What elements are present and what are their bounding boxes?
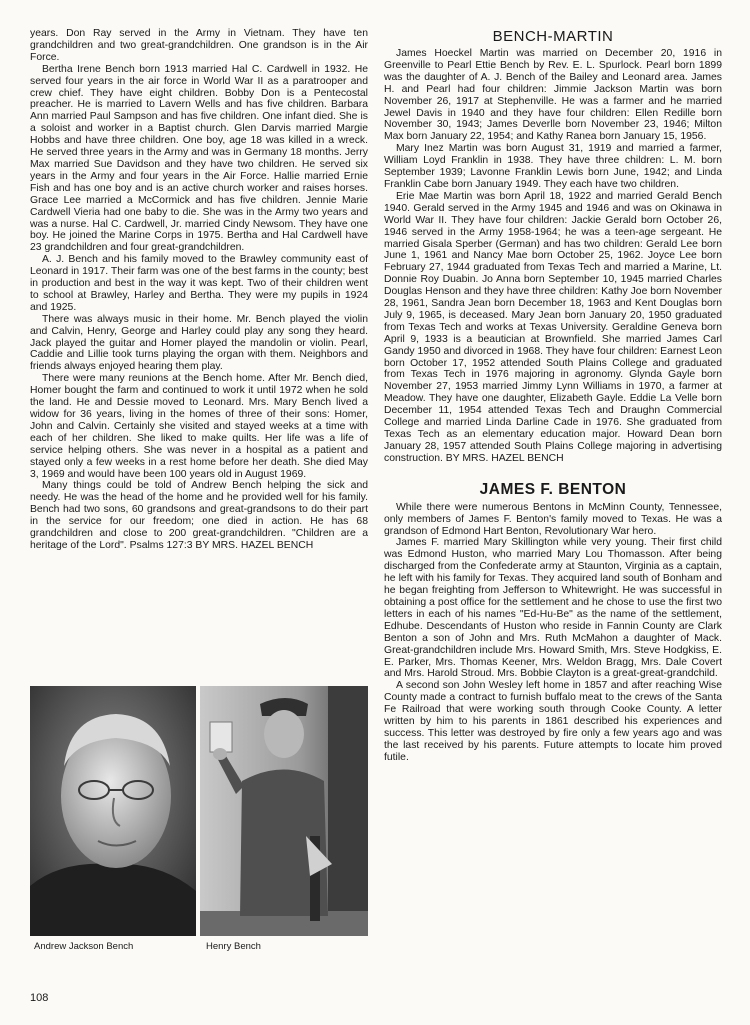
page-number: 108	[30, 992, 49, 1004]
paragraph-benton-intro: While there were numerous Bentons in McMinn County, Tennessee, only members of James F. Benton's family moved to Texas. He was a grandson of Edmond Hart Benton, Revolutionary War hero.	[384, 501, 722, 537]
paragraph-bertha: Bertha Irene Bench born 1913 married Hal C. Cardwell in 1932. He served four years in the air force in World War II as a paratrooper and crew chief. They have eight children. Bobby Don is a Pentecostal preacher. He is married to Lavern Wells and has five children. Barbara Ann married Paul Sampson and has five children. One infant died. She is a soloist and worker in a Baptist church. Glen Darvis married Margie Hobbs and have three children. One boy, age 18 was killed in a wreck. He served three years in the Army and was in Germany 18 months. Jerry Max married Sue Davidson and they have two children. He served six years in the Army and four years in the Air Force. Hallie married Ernie Fish and has one boy and is an active church worker and raises horses. Grace Lee married a McCormick and has five children. Jennie Marie Cardwell Vieria had one baby to die. She was in the Army two years and was a nurse. Hal C. Cardwell, Jr. married Cindy Newsom. They have one boy. He joined the Marine Corps in 1975. Bertha and Hal Cardwell have 23 grandchildren and four great-grandchildren.	[30, 63, 368, 254]
paragraph-benton-mary: James F. married Mary Skillington while very young. Their first child was Edmond Huston, who married Mary Lou Thomasson. After being discharged from the Confederate army at Staunton, Virginia as a captain, he left with his family for Texas. They acquired land south of Bonham and he began freighting from Jefferson to Whitewright. He was successful in obtaining a post office for the settlement and he chose to use the first two letters in each of his names "Ed-Hu-Be" as the name of the settlement, Edhube. Descendants of Huston who reside in Fannin County are Clark Benton a son of John and Mrs. Ruth McMahon a daughter of Mack. Great-grandchildren include Mrs. Howard Smith, Mrs. Steve Hodgkiss, E. E. Parker, Mrs. Thomas Keener, Mrs. Weldon Bragg, Mrs. Dale Covert and Mrs. Harold Stroud. Mrs. Bobbie Clayton is a great-great-grandchild.	[384, 537, 722, 680]
section-title-benton: JAMES F. BENTON	[479, 480, 627, 498]
paragraph-benton-john: A second son John Wesley left home in 1857 and after reaching Wise County made a contract to furnish buffalo meat to the crews of the Santa Fe Railroad that were working south through Cooke County. A letter written by him to his parents in 1861 described his experiences and success. This letter was destroyed by fire only a few years ago and was the last received by his parents. Future attempts to locate him proved futile.	[384, 680, 722, 763]
paragraph-brawley: A. J. Bench and his family moved to the Brawley community east of Leonard in 1917. Their farm was one of the best farms in the county; best in production and best in the way it was kept. Two of their children went to school at Brawley, Harley and Bertha. They were my pupils in 1924 and 1925.	[30, 254, 368, 313]
paragraph-erie-mae: Erie Mae Martin was born April 18, 1922 and married Gerald Bench 1940. Gerald served in the Army 1945 and 1946 and was on Okinawa in World War II. They have four children: Jackie Gerald born October 26, 1946 served in the Army 1958-1964; he was a teen-age sergeant. He married Gisala Sperber (German) and has two children: Gerald Lee born June 1, 1961 and Nancy Mae born October 25, 1962. Joyce Lee born February 27, 1944 graduated from Texas Tech and married a Marine, Lt. Donnie Roy Duabin. Jo Anna born September 10, 1945 married Charles Douglas Henson and they have three children: Kathy Joe born November 28, 1961, Sandra Jean born December 18, 1963 and Kent Douglas born July 9, 1965, is deceased. Mary Jean born January 20, 1950 graduated from Texas Tech and works at Texas University. Geraldine Geneva born April 9, 1933 is a beautician at Brownfield. She married James Carl Gandy 1950 and divorced in 1968. They have four children: Earnest Leon born October 17, 1952 attended South Plains College and graduated from Texas Tech in 1976 majoring in agronomy. Glynda Gayle born November 27, 1953 married Jimmy Lynn Williams in 1970, a farmer at Meadow. They have one daughter, Elizabeth Gayle. Eddie La Velle born December 11, 1954 attended Texas Tech and Draughn Commercial College and married Linda Darline Cade in 1976. She graduated from Texas Tech as an elementary education major. Howard Dean born January 28, 1957 attended South Plains College majoring in advertising construction. BY MRS. HAZEL BENCH	[384, 190, 722, 464]
photo-henry-bench	[200, 686, 368, 936]
paragraph-reunions: There were many reunions at the Bench home. After Mr. Bench died, Homer bought the farm and continued to work it until 1972 when he sold the land. He and Dessie moved to Leonard. Mrs. Mary Bench lived a widow for 36 years, living in the homes of three of their sons: Homer, John and Calvin. Certainly she visited and stayed weeks at a time with each of her children. She liked to make quilts. Her life was a life of service helping others. She was never in a hospital as a patient and stayed only a few weeks in a rest home before her death. She died May 3, 1969 and would have been 100 years old in August 1969.	[30, 373, 368, 480]
photo-andrew-jackson-bench	[30, 686, 196, 936]
paragraph-music: There was always music in their home. Mr. Bench played the violin and Calvin, Henry, George and Harley could play any song they heard. Jack played the guitar and Homer played the mandolin or violin. Pearl, Caddie and Lillie took turns playing the organ with them. Neighbors and friends always enjoyed hearing them play.	[30, 313, 368, 373]
left-column	[30, 28, 368, 552]
paragraph-cardwell-cont: years. Don Ray served in the Army in Vietnam. They have ten grandchildren and two great-grandchildren. One grandson is in the Air Force.	[30, 28, 368, 63]
caption-andrew-jackson-bench: Andrew Jackson Bench	[34, 941, 134, 952]
photo-group	[30, 686, 368, 958]
paragraph-james-martin: James Hoeckel Martin was married on December 20, 1916 in Greenville to Pearl Ettie Bench by Rev. E. L. Spurlock. Pearl born 1899 was the daughter of A. J. Bench of the Bailey and Leonard area. James H. and Pearl had four children: Jimmie Jackson Martin was born November 26, 1917 at Stephenville. He was a farmer and he married Jewel Davis in 1940 and they have four children: Ellen Redille born November 30, 1943; James Deverlle born November 23, 1946; Milton Max born January 22, 1954; and Kathy Ranea born January 15, 1956.	[384, 48, 722, 143]
caption-henry-bench: Henry Bench	[206, 941, 261, 952]
paragraph-andrew: Many things could be told of Andrew Bench helping the sick and needy. He was the head of the home and he provided well for his family. Bench had two sons, 60 grandsons and great-grandsons to do their part in the service for our freedom; one died in action. He has 68 grandchildren and close to 200 great-grandchildren. "Children are a heritage of the Lord". Psalms 127:3 BY MRS. HAZEL BENCH	[30, 480, 368, 551]
right-column	[384, 28, 722, 764]
portrait-elderly-man-icon	[30, 686, 196, 936]
paragraph-mary-inez: Mary Inez Martin was born August 31, 1919 and married a farmer, William Loyd Franklin in 1938. They have three children: L. M. born September 1939; Lavonne Franklin Lewis born June, 1942; and Linda Franklin Cabe born January 1949. They each have two children.	[384, 143, 722, 190]
portrait-soldier-icon	[200, 686, 368, 936]
section-title-bench-martin: BENCH-MARTIN	[492, 28, 614, 45]
